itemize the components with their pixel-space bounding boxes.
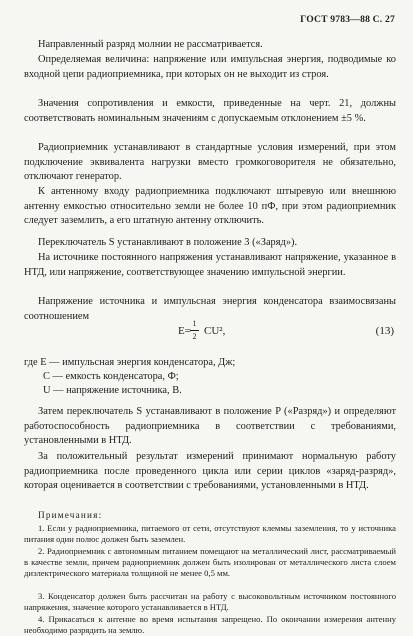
- note-1: 1. Если у радиоприемника, питаемого от сети, отсутствуют клеммы заземления, то у источника питания один полюс должен быть заземлен.: [24, 523, 396, 545]
- paragraph-3: Значения сопротивления и емкости, приведенные на черт. 21, должны соответствовать номинальным значениям с допускаемым отклонением ±5 %.: [24, 98, 396, 124]
- note-2: 2. Радиоприемник с автономным питанием помещают на металлический лист, рассматриваемый в качестве земли, причем радиоприемник должен быть изолирован от металлического листа слоем диэлектрического материала толщиной не менее 0,5 мм.: [24, 546, 396, 579]
- paragraph-6: Переключатель S устанавливают в положение 3 («Заряд»).: [38, 237, 298, 248]
- paragraph-8: Напряжение источника и импульсная энергия конденсатора взаимосвязаны соотношением: [24, 296, 396, 322]
- paragraph-7: На источнике постоянного напряжения устанавливают напряжение, указанное в НТД, или напряжение, соответствующее значению импульсной энергии.: [24, 252, 396, 278]
- where-line-2: C — емкость конденсатора, Ф;: [43, 371, 179, 382]
- paragraph-9: Затем переключатель S устанавливают в положение P («Разряд») и определяют работоспособность радиоприемника в соответствии с требованиями, установленными в НТД.: [24, 406, 396, 446]
- equation-numerator: 1: [192, 319, 197, 328]
- equation-fraction: [190, 319, 199, 342]
- notes-title: Примечания:: [38, 510, 103, 520]
- paragraph-2: Определяемая величина: напряжение или импульсная энергия, подводимые ко входной цепи радиоприемника, при которых он не выходит из строя.: [24, 54, 396, 80]
- equation-lhs: E=: [178, 325, 191, 337]
- paragraph-4: Радиоприемник устанавливают в стандартные условия измерений, при этом подключение эквивалента нагрузки вместо громкоговорителя не обязательно, отключают генератор.: [24, 142, 396, 182]
- paragraph-1: Направленный разряд молнии не рассматривается.: [38, 39, 263, 50]
- where-line-1: где E — импульсная энергия конденсатора, Дж;: [24, 357, 236, 368]
- equation-rhs: CU²,: [204, 325, 226, 337]
- note-4: 4. Прикасаться к антенне во время испытания запрещено. По окончании измерения антенну необходимо разрядить на землю.: [24, 614, 396, 636]
- equation-number: (13): [375, 325, 394, 337]
- equation-13: [24, 319, 396, 345]
- page-header: ГОСТ 9783—88 С. 27: [300, 14, 395, 25]
- paragraph-5: К антенному входу радиоприемника подключают штыревую или внешнюю антенну емкостью относительно земли не более 10 пФ, при этом радиоприемник следует заземлить, а его штатную антенну отключить.: [24, 186, 396, 226]
- equation-denominator: 2: [192, 332, 197, 341]
- paragraph-10: За положительный результат измерений принимают нормальную работу радиоприемника после проведенного цикла или серии циклов «заряд-разряд», которая оценивается в соответствии с требованиями, установленными в НТД.: [24, 451, 396, 491]
- where-line-3: U — напряжение источника, В.: [43, 385, 182, 396]
- note-3: 3. Конденсатор должен быть рассчитан на работу с высоковольтным источником постоянного напряжения, значение которого устанавливается в НТД.: [24, 591, 396, 613]
